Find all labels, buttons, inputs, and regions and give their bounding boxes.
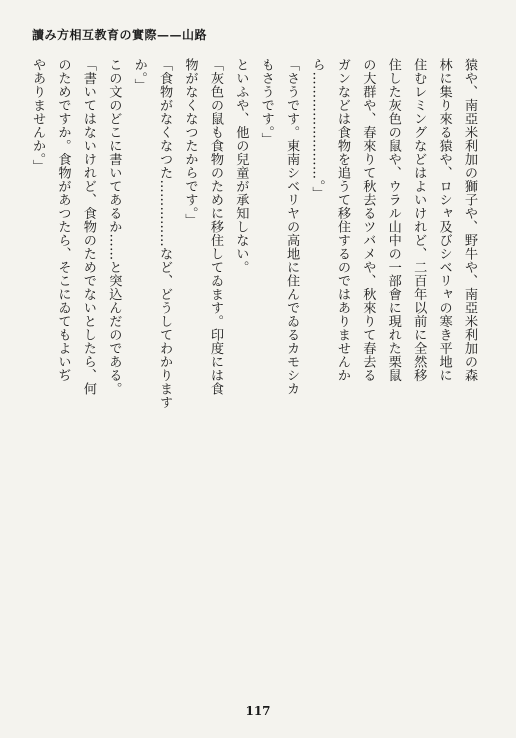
text-line: 住した灰色の鼠や、ウラル山中の一部會に現れた栗鼠 (385, 58, 401, 382)
body-text (27, 58, 482, 678)
text-line: か。」 (131, 58, 147, 92)
text-line: 「灰色の鼠も食物のために移住してゐます。印度には食 (207, 58, 223, 396)
text-line: 林に集り來る猿や、ロシャ及びシベリャの寒き平地に (436, 58, 452, 382)
text-line: この文のどこに書いてあるか……と突込んだのである。 (106, 58, 122, 396)
text-line: 物がなくなつたからです。」 (182, 58, 198, 227)
text-line: といふや、他の兒童が承知しない。 (233, 58, 249, 274)
text-line: 猿や、南亞米利加の獅子や、野牛や、南亞米利加の森 (462, 58, 477, 382)
text-line: ガンなどは食物を追うて移住するのではありませんか (334, 58, 350, 382)
text-line: 「書いてはないけれど、食物のためでないとしたら、何 (80, 58, 96, 396)
text-line: 住むレミングなどはよいけれど、二百年以前に全然移 (411, 58, 427, 382)
running-head: 讀み方相互教育の實際——山路 (32, 28, 208, 42)
text-line: やありませんか。」 (30, 58, 46, 173)
text-line: の大群や、春來りて秋去るツバメや、秋來りて春去る (360, 58, 376, 382)
text-line: 「さうです。東南シベリヤの高地に住んでゐるカモシカ (284, 58, 300, 396)
text-line: もさうです。」 (258, 58, 274, 146)
text-line: ら……………………。」 (309, 58, 325, 200)
text-line: のためですか。食物があつたら、そこにゐてもよいぢ (55, 58, 71, 382)
page-number: 117 (245, 704, 271, 718)
text-line: 「食物がなくなつた……………など、どうしてわかります (157, 58, 173, 409)
